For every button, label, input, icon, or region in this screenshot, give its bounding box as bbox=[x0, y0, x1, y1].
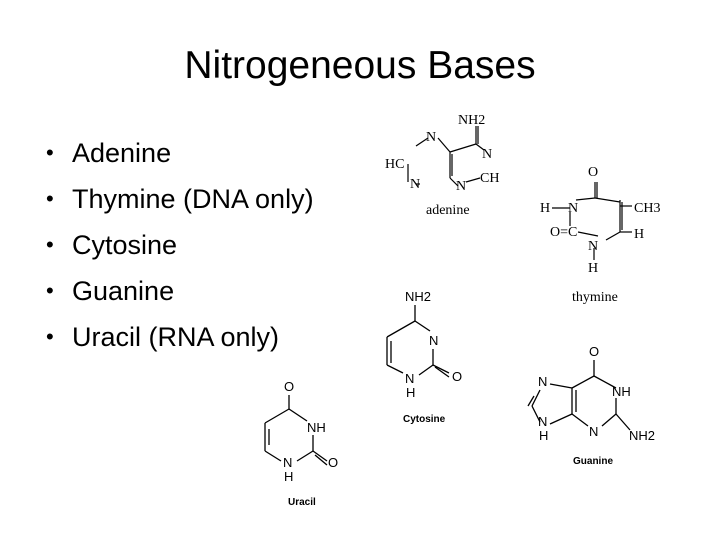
guanine-caption: Guanine bbox=[573, 456, 614, 467]
adenine-atom-hc: HC bbox=[385, 157, 405, 172]
thymine-diagram bbox=[540, 160, 700, 305]
slide-title: Nitrogeneous Bases bbox=[184, 44, 536, 87]
adenine-atom-n: N bbox=[426, 130, 437, 145]
bullet-text: Guanine bbox=[72, 276, 175, 306]
bullet-text: Adenine bbox=[72, 138, 172, 168]
bullet-item bbox=[46, 314, 314, 360]
uracil-atom-o: O bbox=[284, 379, 295, 394]
uracil-diagram bbox=[255, 375, 365, 515]
adenine-atom-nh2: NH2 bbox=[458, 113, 486, 128]
cytosine-caption: Cytosine bbox=[403, 414, 446, 425]
cytosine-atom-h: H bbox=[406, 385, 416, 400]
uracil-caption: Uracil bbox=[288, 497, 316, 508]
bullet-list bbox=[46, 130, 314, 360]
guanine-atom-o: O bbox=[589, 344, 600, 359]
adenine-atom-n: N bbox=[482, 147, 493, 162]
bullet-dot: • bbox=[46, 186, 54, 211]
bullet-dot: • bbox=[46, 324, 54, 349]
uracil-atom-h: H bbox=[284, 469, 294, 484]
guanine-atom-nh2: NH2 bbox=[629, 428, 656, 443]
uracil-atom-n: N bbox=[283, 455, 293, 470]
cytosine-diagram bbox=[375, 285, 475, 430]
guanine-atom-n: N bbox=[538, 374, 548, 389]
cytosine-atom-o: O bbox=[452, 369, 463, 384]
cytosine-atom-n: N bbox=[429, 333, 439, 348]
adenine-diagram bbox=[380, 108, 500, 223]
thymine-caption: thymine bbox=[572, 290, 618, 305]
guanine-atom-nh: NH bbox=[612, 384, 631, 399]
thymine-atom-h: H bbox=[588, 261, 599, 276]
adenine-atom-ch: CH bbox=[480, 171, 500, 186]
thymine-atom-o: O bbox=[588, 165, 599, 180]
bullet-text: Uracil (RNA only) bbox=[72, 322, 280, 352]
adenine-caption: adenine bbox=[426, 203, 470, 218]
bullet-dot: • bbox=[46, 278, 54, 303]
uracil-structure bbox=[255, 375, 365, 515]
thymine-atom-oc: O=C bbox=[550, 225, 578, 240]
bullet-item bbox=[46, 130, 314, 176]
bullet-dot: • bbox=[46, 232, 54, 257]
thymine-structure bbox=[540, 160, 700, 305]
cytosine-atom-n: N bbox=[405, 371, 415, 386]
cytosine-structure bbox=[375, 285, 475, 430]
adenine-structure bbox=[380, 108, 500, 223]
uracil-atom-nh: NH bbox=[307, 420, 326, 435]
adenine-atom-n: N bbox=[456, 179, 467, 194]
bullet-text: Cytosine bbox=[72, 230, 178, 260]
guanine-atom-n: N bbox=[538, 414, 548, 429]
thymine-atom-ch3: CH3 bbox=[634, 201, 661, 216]
thymine-atom-h: H bbox=[540, 201, 551, 216]
bullet-item bbox=[46, 222, 314, 268]
bullet-dot: • bbox=[46, 140, 54, 165]
adenine-atom-n: N bbox=[410, 177, 421, 192]
cytosine-atom-nh2: NH2 bbox=[405, 289, 432, 304]
thymine-atom-n: N bbox=[588, 239, 599, 254]
guanine-atom-h: H bbox=[539, 428, 549, 443]
guanine-structure bbox=[520, 340, 670, 470]
guanine-diagram bbox=[520, 340, 670, 470]
uracil-atom-o: O bbox=[328, 455, 339, 470]
bullet-item bbox=[46, 268, 314, 314]
bullet-item bbox=[46, 176, 314, 222]
thymine-atom-n: N bbox=[568, 201, 579, 216]
thymine-atom-h: H bbox=[634, 227, 645, 242]
guanine-atom-n: N bbox=[589, 424, 599, 439]
bullet-text: Thymine (DNA only) bbox=[72, 184, 314, 214]
